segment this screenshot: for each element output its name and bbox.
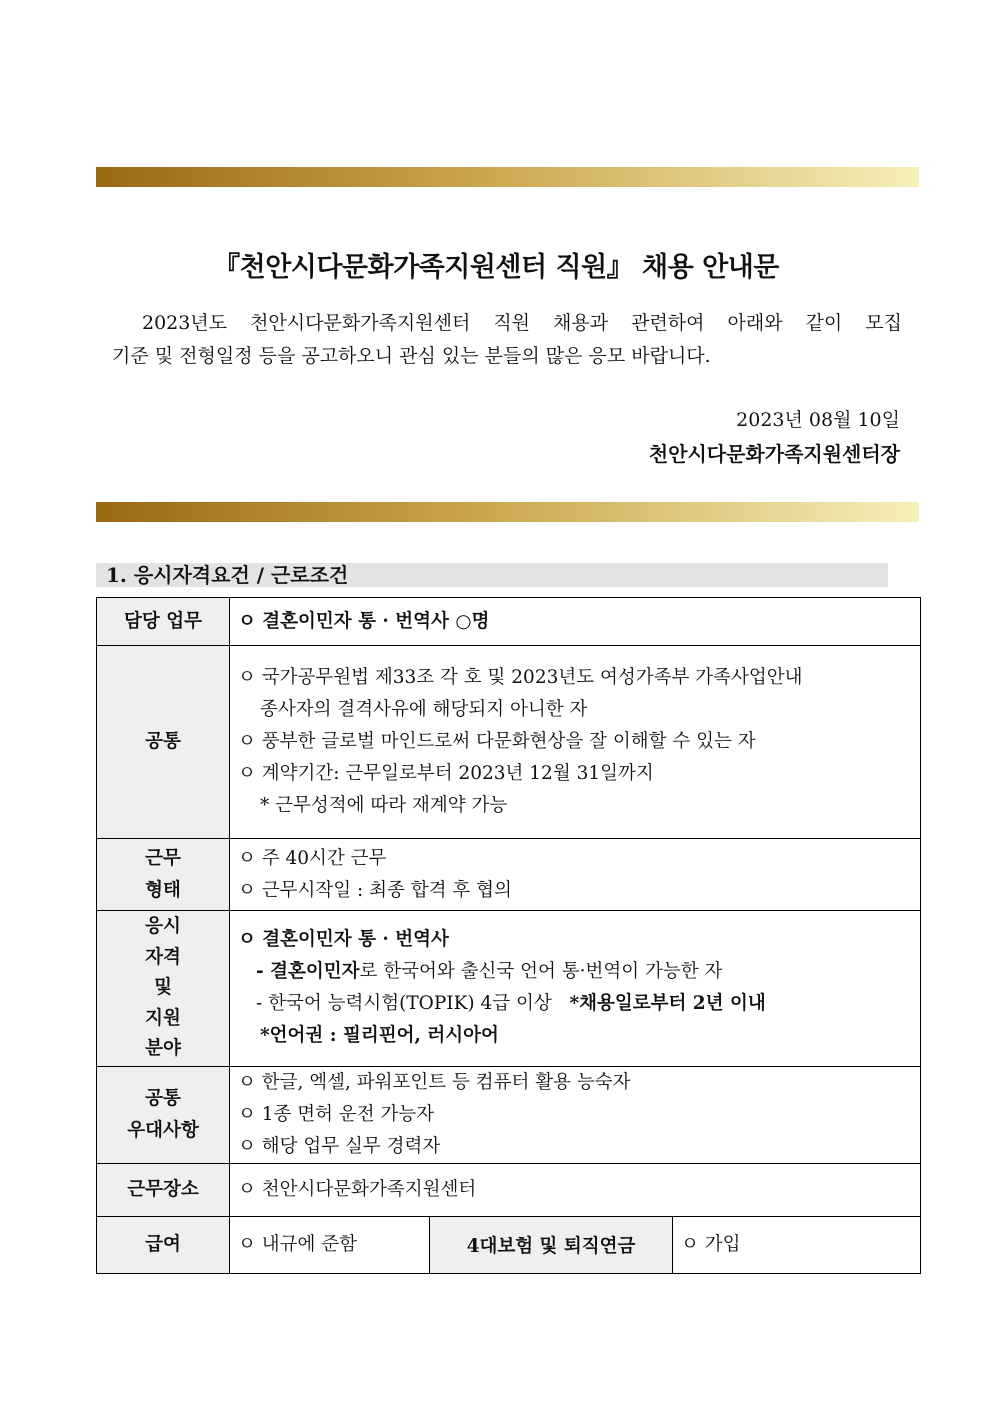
table-row-work-type bbox=[97, 839, 921, 911]
intro-paragraph bbox=[112, 307, 902, 373]
row-label: 급여 bbox=[97, 1216, 230, 1273]
table-row-common bbox=[97, 646, 921, 839]
table-row-location bbox=[97, 1163, 921, 1216]
common-line: ㅇ 계약기간: 근무일로부터 2023년 12월 31일까지 bbox=[238, 763, 654, 784]
common-line: 종사자의 결격사유에 해당되지 아니한 자 bbox=[260, 699, 588, 720]
organization-signature: 천안시다문화가족지원센터장 bbox=[648, 442, 900, 466]
work-type-line: ㅇ 주 40시간 근무 bbox=[238, 847, 387, 869]
common-line: ㅇ 풍부한 글로벌 마인드로써 다문화현상을 잘 이해할 수 있는 자 bbox=[238, 731, 756, 752]
table-row-duty bbox=[97, 598, 921, 646]
top-decorative-bar bbox=[96, 167, 919, 187]
work-type-content bbox=[230, 839, 921, 911]
table-row-salary bbox=[97, 1216, 921, 1273]
preference-content bbox=[230, 1066, 921, 1163]
preference-line: ㅇ 한글, 엑셀, 파워포인트 등 컴퓨터 활용 능숙자 bbox=[238, 1071, 631, 1093]
qualification-line: - 한국어 능력시험(TOPIK) 4급 이상 *채용일로부터 2년 이내 bbox=[256, 993, 766, 1015]
qualification-line: *언어권 : 필리핀어, 러시아어 bbox=[260, 1025, 499, 1047]
insurance-text: ㅇ 가입 bbox=[673, 1216, 921, 1273]
section-heading: 1. 응시자격요건 / 근로조건 bbox=[96, 563, 888, 587]
page-title: 『천안시다문화가족지원센터 직원』 채용 안내문 bbox=[213, 252, 779, 283]
intro-line-2: 기준 및 전형일정 등을 공고하오니 관심 있는 분들의 많은 응모 바랍니다. bbox=[112, 345, 711, 367]
insurance-label: 4대보험 및 퇴직연금 bbox=[430, 1216, 673, 1273]
row-label: 담당 업무 bbox=[97, 598, 230, 646]
middle-decorative-bar bbox=[96, 502, 919, 522]
row-label: 공통 bbox=[97, 646, 230, 839]
work-type-line: ㅇ 근무시작일 : 최종 합격 후 협의 bbox=[238, 879, 512, 901]
row-label: 근무 형태 bbox=[97, 839, 230, 911]
qualification-line: - 결혼이민자로 한국어와 출신국 언어 통·번역이 가능한 자 bbox=[256, 961, 723, 983]
announcement-date: 2023년 08월 10일 bbox=[736, 409, 900, 431]
common-content bbox=[230, 646, 921, 839]
preference-line: ㅇ 1종 면허 운전 가능자 bbox=[238, 1103, 435, 1125]
requirements-table bbox=[96, 597, 921, 1274]
row-label: 근무장소 bbox=[97, 1163, 230, 1216]
row-label: 공통 우대사항 bbox=[97, 1066, 230, 1163]
common-line: * 근무성적에 따라 재계약 가능 bbox=[260, 795, 508, 816]
table-row-preference bbox=[97, 1066, 921, 1163]
salary-text: ㅇ 내규에 준함 bbox=[230, 1216, 430, 1273]
table-row-qualification bbox=[97, 911, 921, 1067]
common-line: ㅇ 국가공무원법 제33조 각 호 및 2023년도 여성가족부 가족사업안내 bbox=[238, 667, 803, 688]
qualification-content bbox=[230, 911, 921, 1067]
duty-text: ㅇ 결혼이민자 통 · 번역사 ○명 bbox=[230, 598, 921, 646]
row-label: 응시 자격 및 지원 분야 bbox=[97, 911, 230, 1067]
location-text: ㅇ 천안시다문화가족지원센터 bbox=[230, 1163, 921, 1216]
intro-line-1: 2023년도 천안시다문화가족지원센터 직원 채용과 관련하여 아래와 같이 모집 bbox=[142, 312, 902, 334]
qualification-line: ㅇ 결혼이민자 통 · 번역사 bbox=[238, 929, 449, 951]
preference-line: ㅇ 해당 업무 실무 경력자 bbox=[238, 1135, 441, 1157]
